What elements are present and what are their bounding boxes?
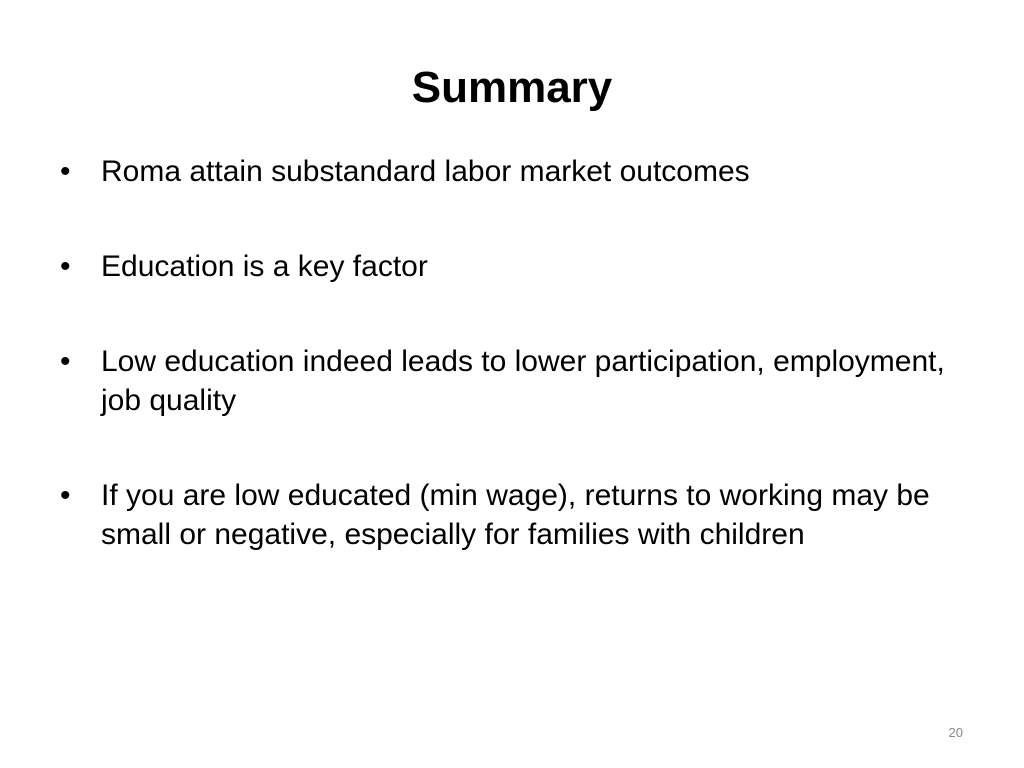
bullet-item-2 xyxy=(60,247,960,286)
bullet-icon: • xyxy=(60,250,71,283)
bullet-icon: • xyxy=(60,479,71,512)
bullet-text-4: If you are low educated (min wage), returns to working may be small or negative, especially for families with children xyxy=(101,479,930,551)
bullet-item-4 xyxy=(60,476,960,554)
slide-title: Summary xyxy=(411,63,613,112)
bullet-text-1: Roma attain substandard labor market outcomes xyxy=(101,155,750,188)
bullet-icon: • xyxy=(60,155,71,188)
bullet-list xyxy=(60,152,960,610)
bullet-text-3: Low education indeed leads to lower participation, employment, job quality xyxy=(101,345,945,417)
slide-number: 20 xyxy=(948,725,963,740)
bullet-item-1 xyxy=(60,152,960,191)
bullet-text-2: Education is a key factor xyxy=(101,250,428,283)
bullet-icon: • xyxy=(60,345,71,378)
bullet-item-3 xyxy=(60,342,960,420)
